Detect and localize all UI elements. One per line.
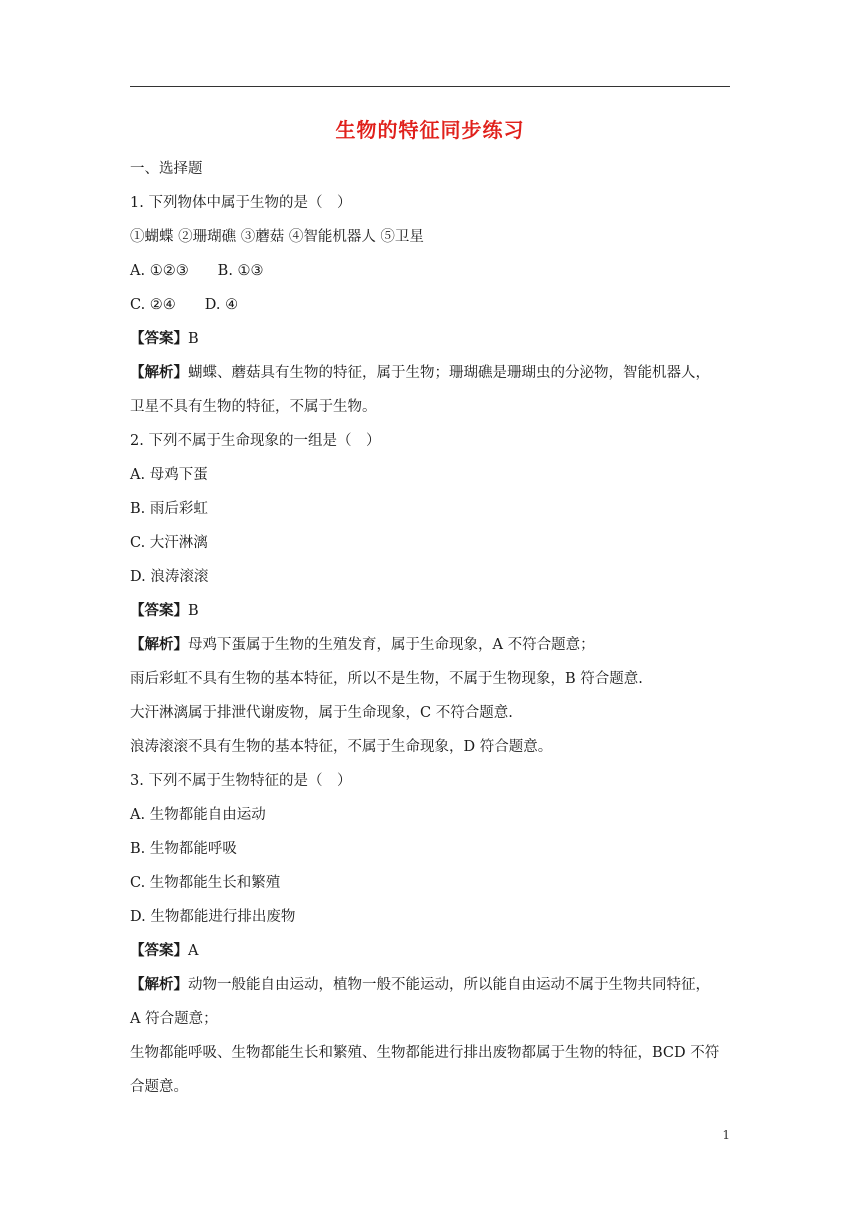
question-1-stem: 1. 下列物体中属于生物的是（ ）	[130, 195, 352, 211]
question-2-option-c: C. 大汗淋漓	[130, 535, 208, 551]
question-1-options-ab: A. ①②③ B. ①③	[130, 263, 264, 279]
question-1-analysis-line-2: 卫星不具有生物的特征，不属于生物。	[130, 399, 377, 415]
question-1-items: ①蝴蝶 ②珊瑚礁 ③蘑菇 ④智能机器人 ⑤卫星	[130, 229, 424, 245]
question-3-option-a: A. 生物都能自由运动	[130, 807, 266, 823]
document-body	[130, 152, 730, 1104]
question-3-option-d: D. 生物都能进行排出废物	[130, 909, 296, 925]
page-number: 1	[722, 1128, 730, 1142]
answer-value: A	[188, 943, 199, 959]
question-2-option-b: B. 雨后彩虹	[130, 501, 208, 517]
page-title: 生物的特征同步练习	[335, 118, 525, 142]
question-3-option-b: B. 生物都能呼吸	[130, 841, 237, 857]
question-2-option-d: D. 浪涛滚滚	[130, 569, 209, 585]
answer-value: B	[188, 603, 199, 619]
answer-value: B	[188, 331, 199, 347]
analysis-tag: 【解析】	[130, 364, 188, 381]
answer-tag: 【答案】	[130, 942, 188, 959]
question-2-answer	[130, 594, 730, 628]
question-2-stem: 2. 下列不属于生命现象的一组是（ ）	[130, 433, 381, 449]
analysis-text: 动物一般能自由运动，植物一般不能运动，所以能自由运动不属于生物共同特征，	[188, 977, 710, 993]
analysis-text: 蝴蝶、蘑菇具有生物的特征，属于生物；珊瑚礁是珊瑚虫的分泌物，智能机器人，	[188, 365, 710, 381]
question-2-analysis-line-1	[130, 628, 730, 662]
section-heading: 一、选择题	[130, 161, 203, 177]
question-3-option-c: C. 生物都能生长和繁殖	[130, 875, 281, 891]
question-3-analysis-line-2: A 符合题意；	[130, 1011, 218, 1027]
question-1-answer	[130, 322, 730, 356]
analysis-tag: 【解析】	[130, 976, 188, 993]
question-2-analysis-line-2: 雨后彩虹不具有生物的基本特征，所以不是生物，不属于生物现象，B 符合题意.	[130, 671, 643, 687]
analysis-text: 母鸡下蛋属于生物的生殖发育，属于生命现象，A 不符合题意；	[188, 637, 595, 653]
question-1-options-cd: C. ②④ D. ④	[130, 297, 239, 313]
question-2-option-a: A. 母鸡下蛋	[130, 467, 208, 483]
answer-tag: 【答案】	[130, 602, 188, 619]
question-1-analysis-line-1	[130, 356, 730, 390]
question-3-analysis-line-1	[130, 968, 730, 1002]
answer-tag: 【答案】	[130, 330, 188, 347]
question-3-analysis-line-4: 合题意。	[130, 1079, 188, 1095]
header-rule	[130, 86, 730, 87]
question-3-stem: 3. 下列不属于生物特征的是（ ）	[130, 773, 352, 789]
question-2-analysis-line-3: 大汗淋漓属于排泄代谢废物，属于生命现象，C 不符合题意.	[130, 705, 513, 721]
question-2-analysis-line-4: 浪涛滚滚不具有生物的基本特征，不属于生命现象，D 符合题意。	[130, 739, 553, 755]
question-3-answer	[130, 934, 730, 968]
question-3-analysis-line-3: 生物都能呼吸、生物都能生长和繁殖、生物都能进行排出废物都属于生物的特征，BCD 不符	[130, 1045, 720, 1061]
analysis-tag: 【解析】	[130, 636, 188, 653]
